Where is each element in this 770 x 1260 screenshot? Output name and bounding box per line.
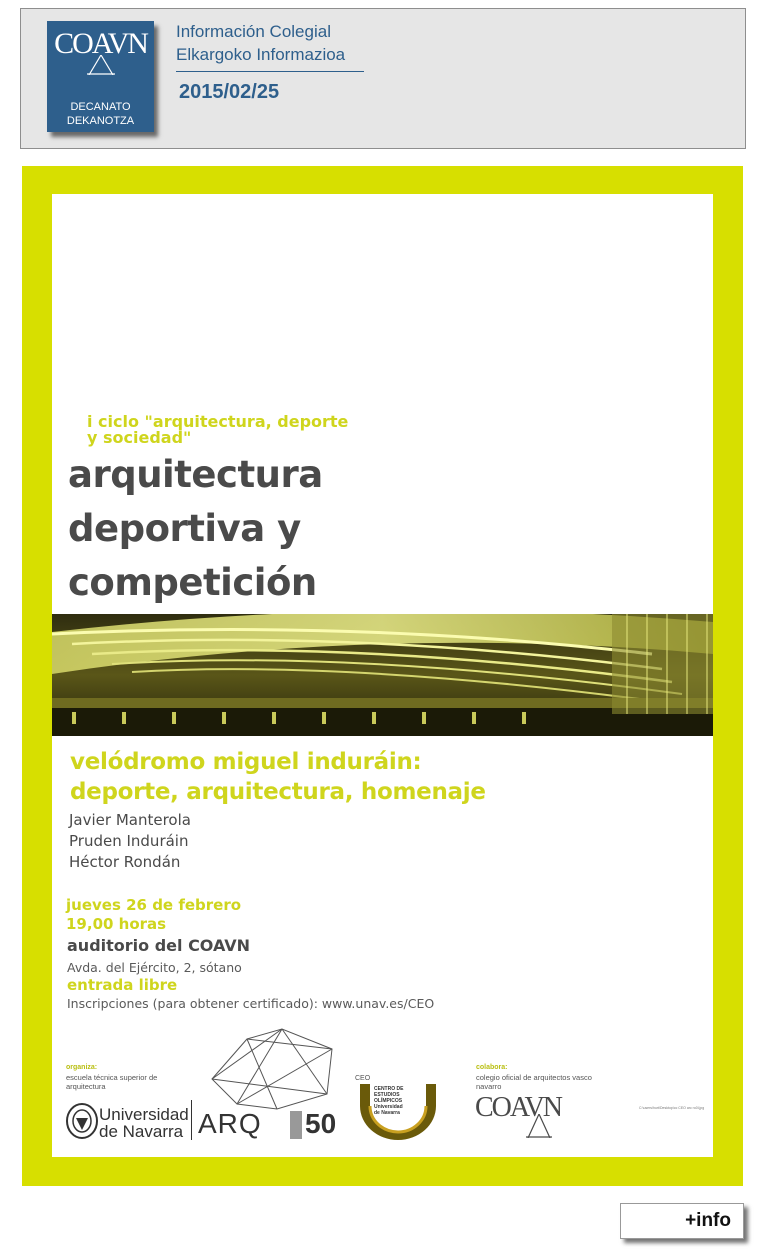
velodrome-photo bbox=[52, 614, 713, 736]
arq-logo-number: 50 bbox=[305, 1108, 337, 1139]
speaker-3: Héctor Rondán bbox=[69, 853, 181, 871]
event-poster bbox=[22, 166, 743, 1186]
university-line-2: de Navarra bbox=[99, 1122, 184, 1141]
colabora-line-1: colegio oficial de arquitectos vasco bbox=[476, 1073, 592, 1082]
university-seal-icon bbox=[65, 1102, 99, 1140]
poster-subtitle bbox=[70, 747, 486, 807]
more-info-label: +info bbox=[685, 1210, 731, 1231]
file-path-text: C:\users\hurt\Desktop\cc CEO arc ro0l.jpg bbox=[639, 1106, 705, 1110]
coavn-logo-text: COAVN bbox=[54, 27, 147, 60]
logo-label-decanato: DECANATO bbox=[70, 101, 131, 113]
university-name bbox=[99, 1106, 189, 1140]
logo-label-dekanotza: DEKANOTZA bbox=[66, 115, 135, 127]
poster-title bbox=[68, 448, 323, 610]
ceo-line-4: Universidad bbox=[374, 1104, 403, 1110]
organiza-line-2: arquitectura bbox=[66, 1082, 106, 1091]
ceo-line-5: de Navarra bbox=[374, 1110, 400, 1116]
ceo-line-2: ESTUDIOS bbox=[374, 1092, 400, 1098]
arq50-wireframe-icon bbox=[207, 1024, 337, 1114]
cycle-line-1: i ciclo "arquitectura, deporte bbox=[87, 412, 349, 431]
colabora-text bbox=[476, 1073, 592, 1091]
poster-content bbox=[52, 194, 713, 1157]
header-title-eu: Elkargoko Informazioa bbox=[176, 45, 346, 64]
ceo-label: CEO bbox=[355, 1075, 371, 1082]
organiza-label: organiza: bbox=[66, 1064, 98, 1071]
event-registration: Inscripciones (para obtener certificado): www.unav.es/CEO bbox=[67, 996, 435, 1011]
university-line-1: Universidad bbox=[99, 1105, 189, 1124]
speaker-2: Pruden Induráin bbox=[69, 832, 189, 850]
colabora-label: colabora: bbox=[476, 1064, 508, 1071]
header-title-es: Información Colegial bbox=[176, 22, 331, 41]
header-banner bbox=[20, 8, 746, 149]
speaker-1: Javier Manterola bbox=[69, 811, 191, 829]
title-line-1: arquitectura bbox=[68, 453, 323, 496]
arq-logo-text: ARQ bbox=[198, 1108, 262, 1139]
arq-bar bbox=[290, 1111, 302, 1139]
organiza-line-1: escuela técnica superior de bbox=[66, 1073, 158, 1082]
compass-footer-icon bbox=[524, 1114, 554, 1138]
event-admission: entrada libre bbox=[67, 976, 178, 994]
speakers-list bbox=[69, 810, 191, 873]
subtitle-line-2: deporte, arquitectura, homenaje bbox=[70, 779, 486, 805]
title-line-2: deportiva y bbox=[68, 507, 301, 550]
event-day: jueves 26 de febrero bbox=[66, 896, 242, 914]
cycle-heading bbox=[87, 414, 387, 446]
event-venue: auditorio del COAVN bbox=[67, 936, 251, 955]
coavn-logo bbox=[47, 21, 154, 132]
event-time: 19,00 horas bbox=[66, 915, 167, 933]
cycle-line-2: y sociedad" bbox=[87, 428, 192, 447]
header-divider bbox=[176, 71, 364, 72]
compass-icon bbox=[83, 55, 119, 75]
coavn-logo-footer: COAVN bbox=[475, 1092, 561, 1123]
ceo-text bbox=[374, 1086, 403, 1116]
more-info-button[interactable] bbox=[620, 1203, 744, 1239]
logo-divider bbox=[191, 1100, 192, 1140]
ceo-line-1: CENTRO DE bbox=[374, 1086, 404, 1092]
event-address: Avda. del Ejército, 2, sótano bbox=[67, 960, 242, 975]
subtitle-line-1: velódromo miguel induráin: bbox=[70, 749, 422, 775]
organiza-text bbox=[66, 1073, 157, 1091]
header-date: 2015/02/25 bbox=[179, 81, 280, 103]
ceo-line-3: OLÍMPICOS bbox=[374, 1098, 403, 1104]
title-line-3: competición bbox=[68, 561, 317, 604]
colabora-line-2: navarro bbox=[476, 1082, 502, 1091]
